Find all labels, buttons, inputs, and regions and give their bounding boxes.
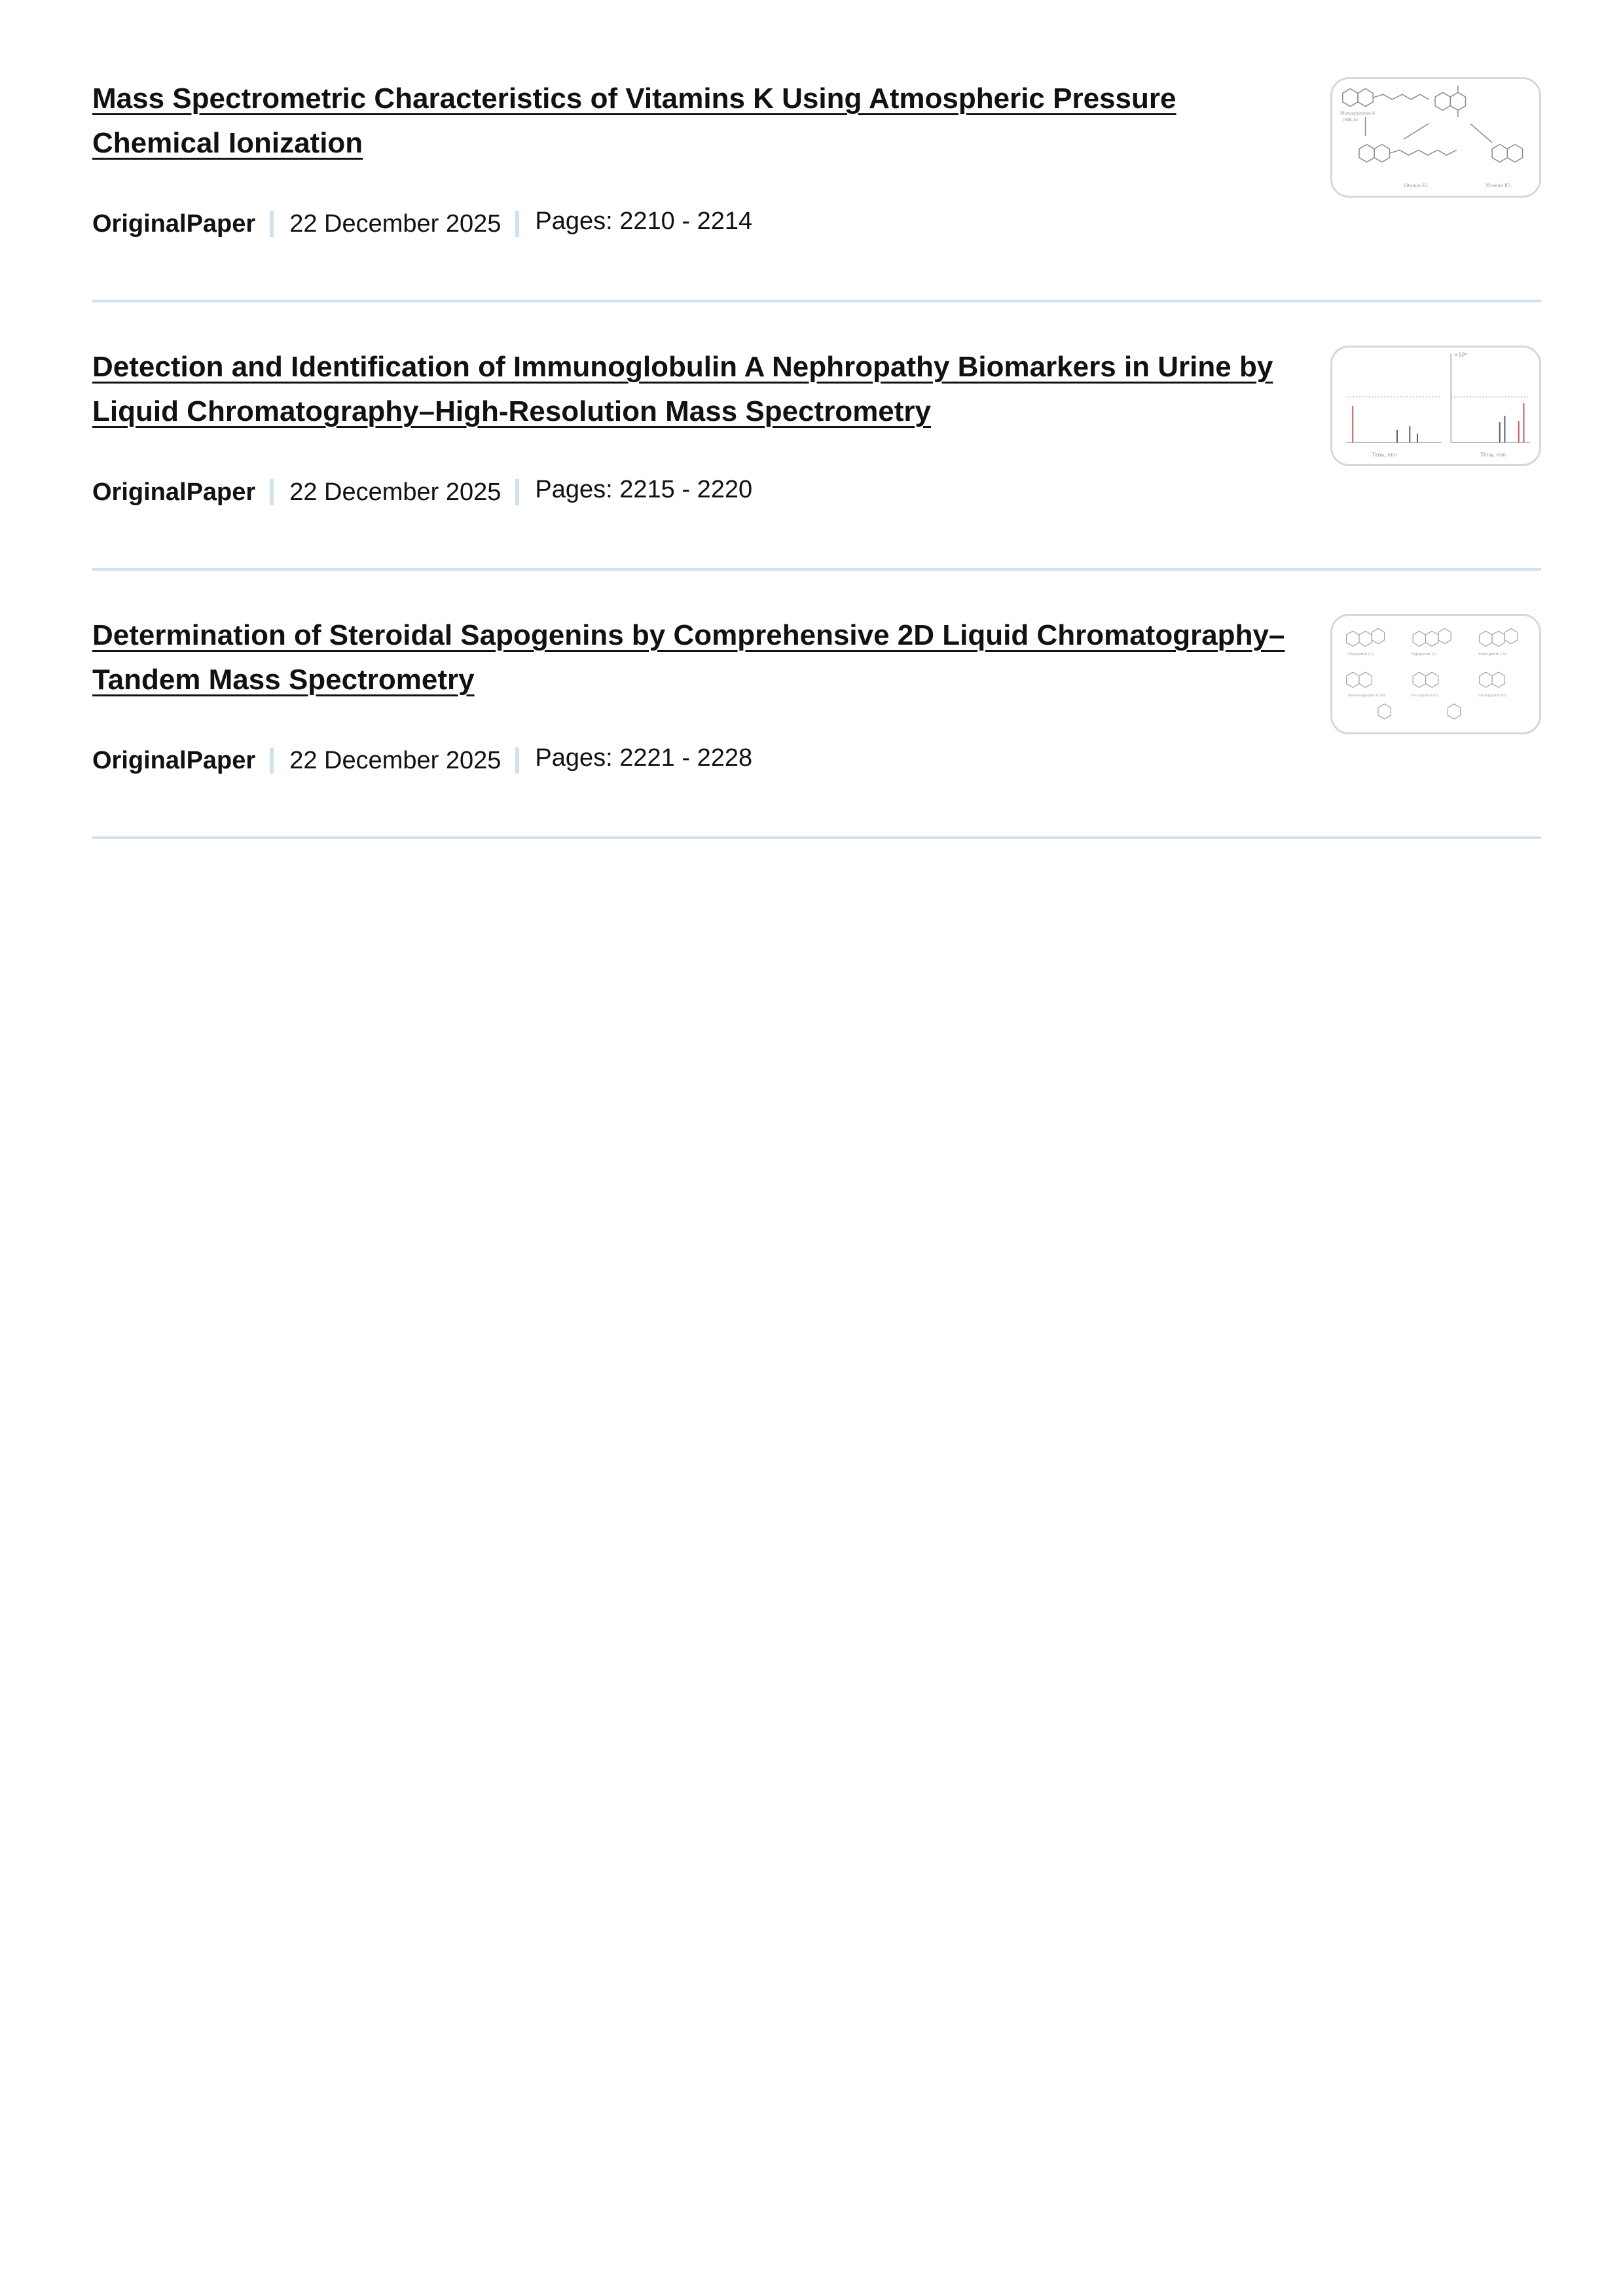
meta-separator [515,747,519,774]
svg-text:Smilagenin (6): Smilagenin (6) [1478,693,1506,698]
svg-text:Menaquinone-4: Menaquinone-4 [1340,111,1376,117]
article-date: 22 December 2025 [289,478,501,506]
svg-text:Vitamin K1: Vitamin K1 [1403,183,1429,188]
article-pages: Pages: 2215 - 2220 [535,476,753,503]
meta-separator [515,479,519,505]
meta-separator [515,211,519,237]
chemical-structure-thumbnail-image [1332,79,1539,196]
article-pages: Pages: 2221 - 2228 [535,744,753,772]
article-title-link[interactable]: Mass Spectrometric Characteristics of Vitamins K Using Atmospheric Pressure Chemical Ionization [92,82,1176,159]
svg-text:Time, min: Time, min [1372,452,1397,458]
steroid-structures-thumbnail-image [1332,616,1539,732]
article-meta [92,478,752,507]
chromatogram-thumbnail-image [1332,348,1539,464]
svg-text:Vitamin K3: Vitamin K3 [1486,183,1511,188]
article-title [92,77,1297,166]
article-title-link[interactable]: Detection and Identification of Immunoglobulin A Nephropathy Biomarkers in Urine by Liquid Chromatography–High-Resolution Mass Spectrometry [92,351,1273,427]
article-type: OriginalPaper [92,747,256,774]
article-type: OriginalPaper [92,478,256,506]
article-title [92,613,1297,702]
article-item [92,571,1541,839]
article-item [92,302,1541,571]
meta-separator [270,479,274,505]
article-date: 22 December 2025 [289,210,501,238]
article-type: OriginalPaper [92,210,256,238]
article-date: 22 December 2025 [289,747,501,774]
article-thumbnail[interactable] [1330,77,1541,198]
svg-text:×10⁶: ×10⁶ [1454,351,1467,358]
meta-separator [270,211,274,237]
svg-text:Sarsasapogenin (4): Sarsasapogenin (4) [1347,693,1385,698]
article-thumbnail[interactable] [1330,614,1541,734]
article-title-link[interactable]: Determination of Steroidal Sapogenins by Comprehensive 2D Liquid Chromatography–Tandem Mass Spectrometry [92,619,1285,696]
svg-text:Hecogenin (5): Hecogenin (5) [1411,693,1439,698]
article-meta [92,209,752,238]
svg-text:Diosgenin (1): Diosgenin (1) [1347,652,1374,656]
article-title [92,345,1297,434]
article-item [92,34,1541,302]
svg-text:(MK-4): (MK-4) [1342,117,1359,122]
svg-text:Yamogenin (3): Yamogenin (3) [1478,652,1506,656]
article-pages: Pages: 2210 - 2214 [535,207,753,235]
article-meta [92,746,752,775]
meta-separator [270,747,274,774]
svg-text:Time, min: Time, min [1480,452,1506,458]
article-thumbnail[interactable] [1330,346,1541,466]
svg-text:Tigogenin (2): Tigogenin (2) [1411,652,1437,656]
